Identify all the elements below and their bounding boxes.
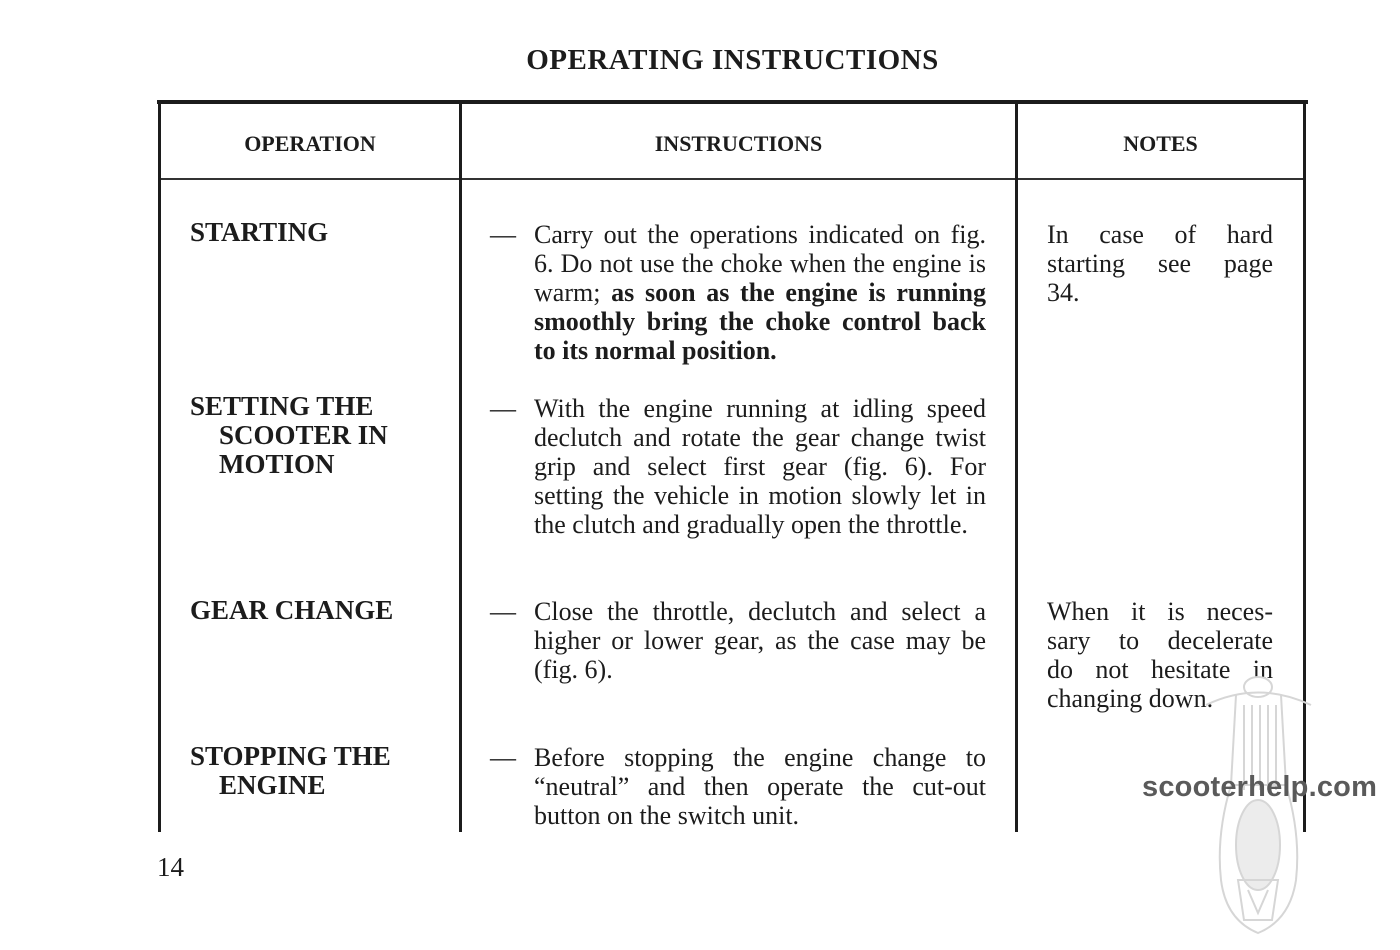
column-divider-1 — [459, 102, 462, 832]
instruction-starting — [534, 220, 986, 365]
column-header-instructions: INSTRUCTIONS — [654, 131, 823, 156]
instruction-setting-in-motion — [534, 394, 986, 539]
instruction-text: With the engine running at idling speed declutch and rotate the gear change twist grip and select first gear (fig. 6). For setting the vehicle in motion slowly let in the clutch and gradually open the throttle. — [534, 394, 986, 539]
table-left-border — [158, 102, 161, 832]
instruction-text: Carry out the operations indicated on fig. 6. Do not use the choke when the engine is warm; — [534, 220, 986, 307]
note-line: changing down. — [1047, 684, 1214, 713]
instruction-dash: — — [490, 743, 516, 772]
note-line: do not hesitate in — [1047, 655, 1273, 684]
operation-setting-in-motion — [190, 392, 450, 479]
note-line: 34. — [1047, 278, 1080, 307]
note-line: When it is neces- — [1047, 597, 1273, 626]
page-number: 14 — [157, 852, 184, 882]
table-header-rule — [161, 178, 1305, 180]
operation-label: MOTION — [219, 449, 335, 479]
column-header-notes: NOTES — [1123, 131, 1198, 156]
operation-label: STARTING — [190, 217, 329, 247]
page-title: OPERATING INSTRUCTIONS — [526, 44, 939, 76]
instruction-dash: — — [490, 394, 516, 423]
operation-label: SETTING THE — [190, 391, 374, 421]
instruction-dash: — — [490, 597, 516, 626]
instruction-stopping-engine — [534, 743, 986, 830]
watermark-text: scooterhelp.com — [1142, 771, 1378, 803]
instruction-bold-text: as soon as the engine is running smoothly bring the choke control back to its normal position. — [534, 278, 986, 365]
table-top-rule — [157, 100, 1308, 104]
instruction-text: Close the throttle, declutch and select a higher or lower gear, as the case may be (fig. 6). — [534, 597, 986, 684]
operation-label: SCOOTER IN — [219, 420, 388, 450]
column-header-operation: OPERATION — [244, 131, 376, 156]
operation-label: STOPPING THE — [190, 741, 391, 771]
instruction-gear-change — [534, 597, 986, 684]
operation-starting — [190, 218, 450, 247]
scooter-watermark-icon — [1186, 665, 1331, 945]
operation-label: ENGINE — [219, 770, 326, 800]
note-line: In case of hard — [1047, 220, 1273, 249]
instruction-dash: — — [490, 220, 516, 249]
column-divider-2 — [1015, 102, 1018, 832]
operation-gear-change — [190, 596, 450, 625]
note-line: starting see page — [1047, 249, 1273, 278]
instruction-text: Before stopping the engine change to “neutral” and then operate the cut-out button on the switch unit. — [534, 743, 986, 830]
note-line: sary to decelerate — [1047, 626, 1273, 655]
operation-stopping-engine — [190, 742, 450, 800]
note-hard-starting — [1047, 220, 1273, 307]
operation-label: GEAR CHANGE — [190, 595, 394, 625]
